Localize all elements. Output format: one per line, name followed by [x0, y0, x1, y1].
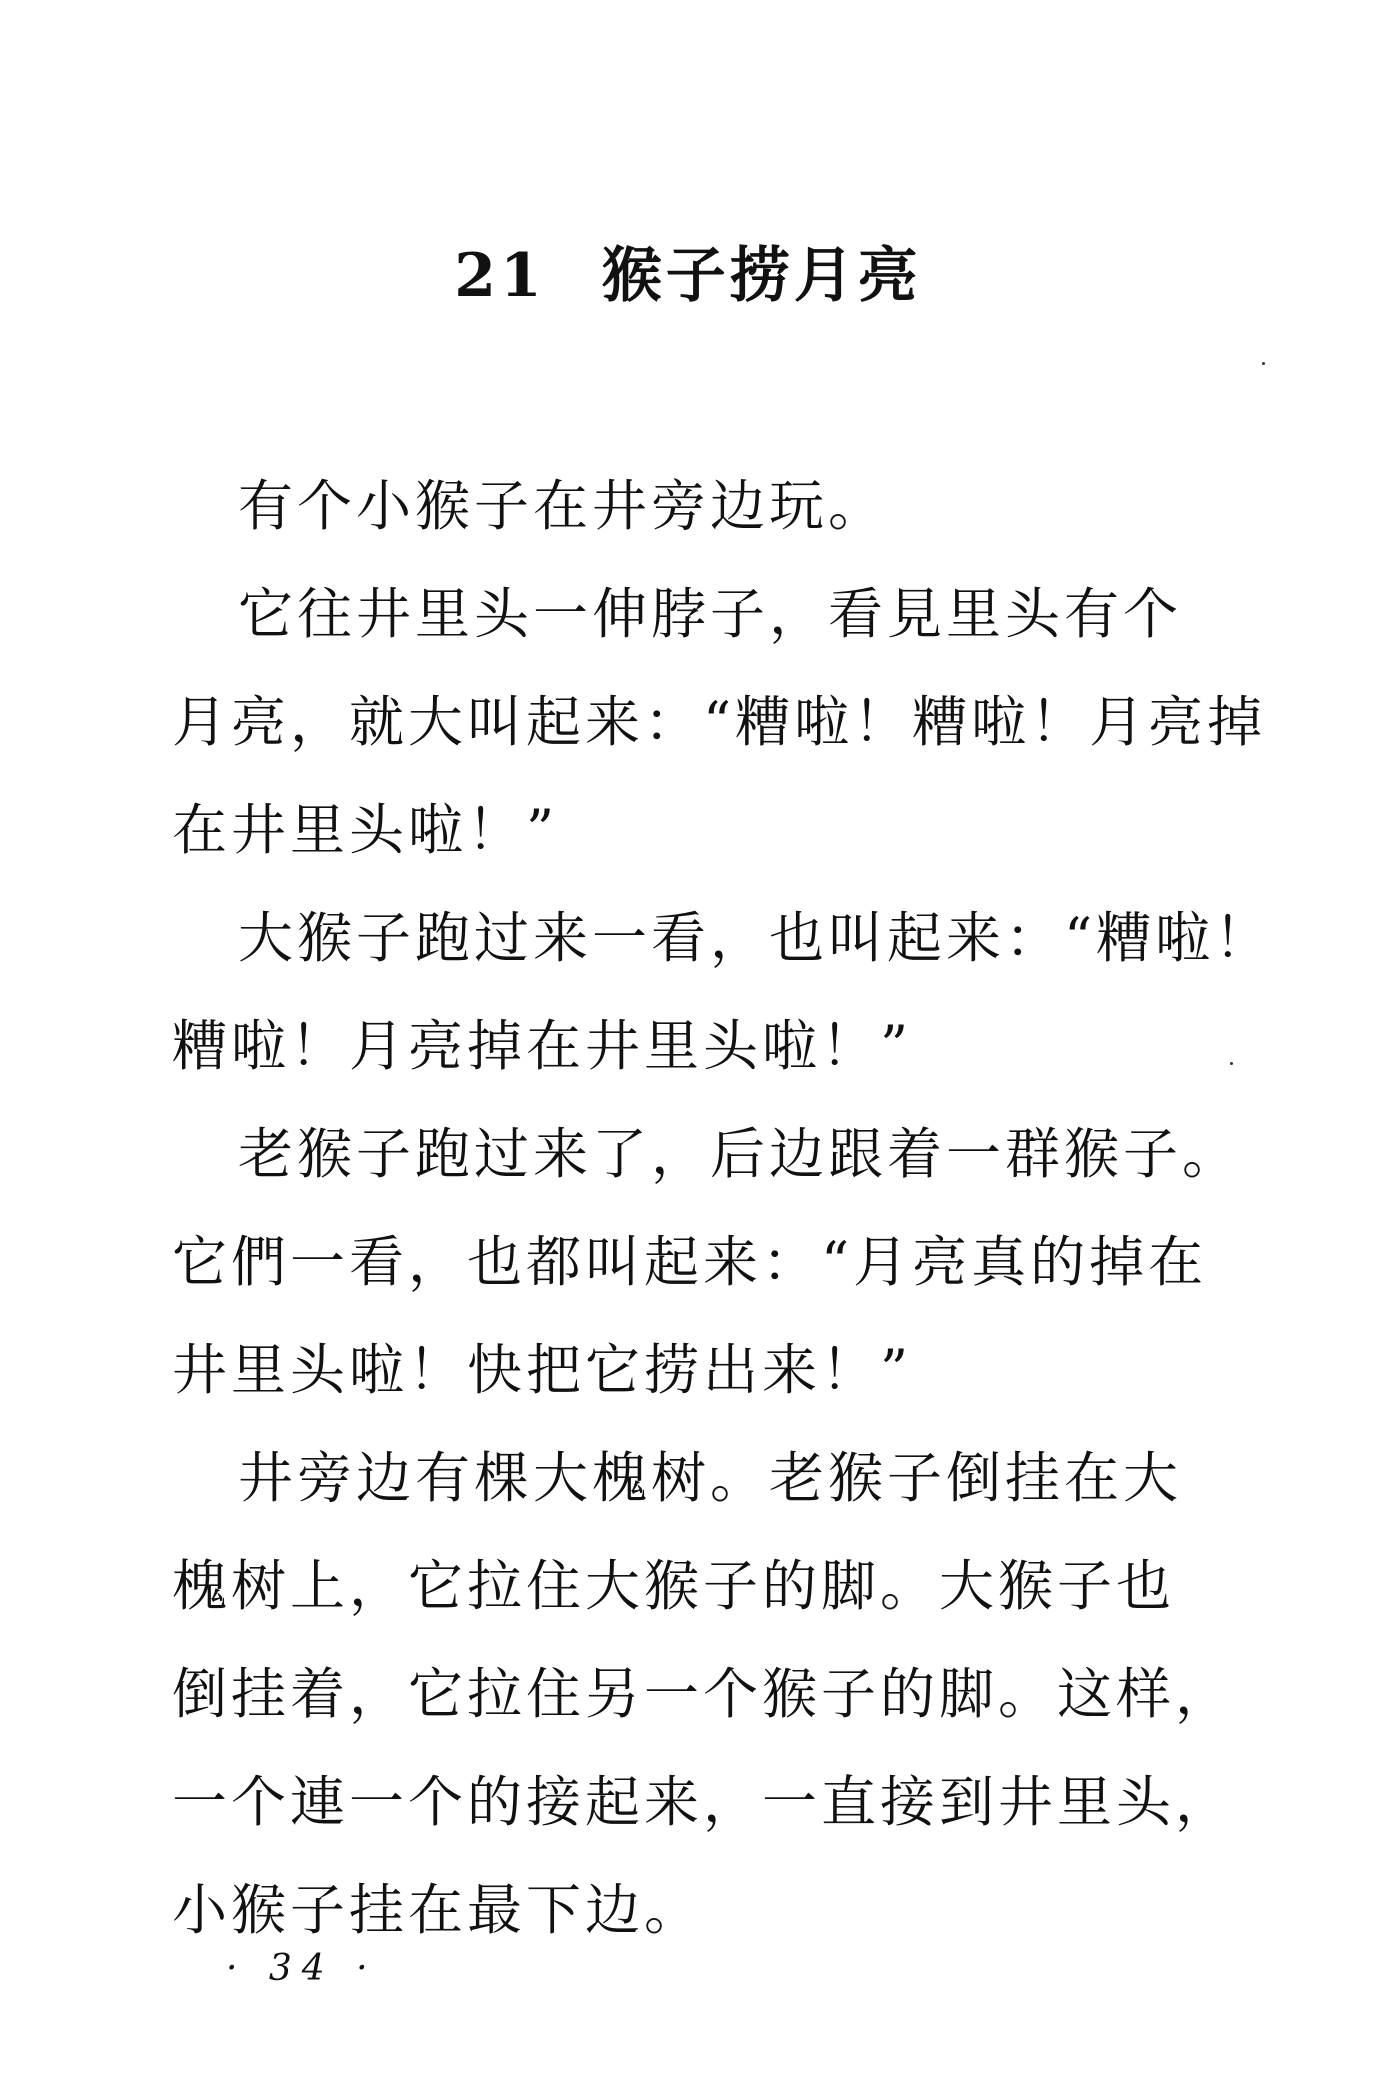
- text-line: 老猴子跑过来了，后边跟着一群猴子。: [238, 1122, 1242, 1186]
- text-line: 大猴子跑过来一看，也叫起来：“糟啦！: [238, 906, 1274, 970]
- text-line: 月亮，就大叫起来：“糟啦！糟啦！月亮掉: [172, 690, 1267, 754]
- text-line: 井里头啦！快把它捞出来！”: [172, 1338, 913, 1402]
- scan-speck: [1262, 362, 1265, 365]
- text-line: 小猴子挂在最下边。: [172, 1878, 704, 1942]
- chapter-number: 21: [454, 241, 546, 311]
- text-line: 在井里头啦！”: [172, 798, 559, 862]
- story-text: [172, 452, 1282, 1964]
- scan-speck: [1230, 1062, 1233, 1065]
- text-line: 它們一看，也都叫起来：“月亮真的掉在: [172, 1230, 1208, 1294]
- text-line: 槐树上，它拉住大猴子的脚。大猴子也: [172, 1554, 1176, 1618]
- page-number: · 34 ·: [226, 1948, 378, 1989]
- text-line: 井旁边有棵大槐树。老猴子倒挂在大: [238, 1446, 1183, 1510]
- chapter-title-text: 猴子捞月亮: [601, 241, 922, 311]
- text-line: 倒挂着，它拉住另一个猴子的脚。这样，: [172, 1662, 1235, 1726]
- text-line: 糟啦！月亮掉在井里头啦！”: [172, 1014, 913, 1078]
- text-line: 有个小猴子在井旁边玩。: [238, 474, 888, 538]
- text-line: 一个連一个的接起来，一直接到井里头，: [172, 1770, 1235, 1834]
- chapter-title: [0, 236, 1376, 316]
- text-line: 它往井里头一伸脖子，看見里头有个: [238, 582, 1183, 646]
